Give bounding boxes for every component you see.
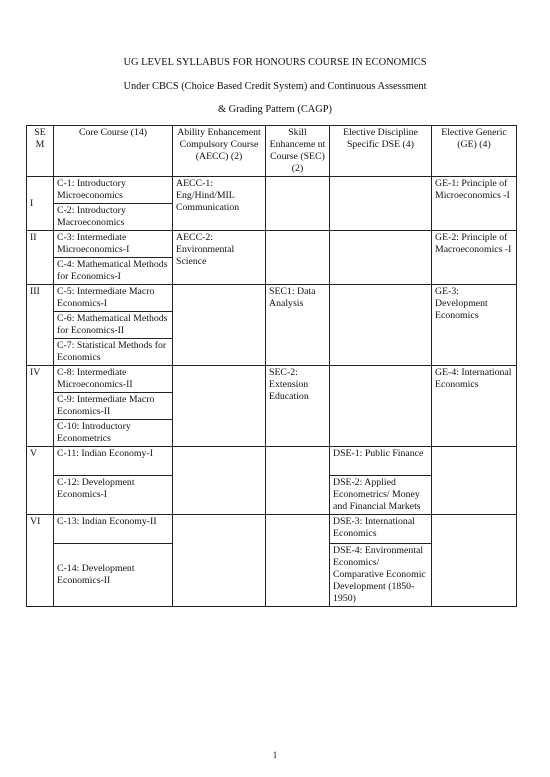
- sec-cell: [266, 177, 330, 231]
- table-row: [27, 515, 517, 544]
- sem-label: VI: [27, 515, 54, 607]
- core-course: C-7: Statistical Methods for Economics: [54, 339, 173, 366]
- core-course: C-12: Development Economics-I: [54, 476, 173, 515]
- core-course: C-5: Intermediate Macro Economics-I: [54, 285, 173, 312]
- aecc-cell: [173, 366, 266, 447]
- core-course: C-8: Intermediate Microeconomics-II: [54, 366, 173, 393]
- table-row: [27, 285, 517, 312]
- ge-course: GE-1: Principle of Microeconomics -I: [432, 177, 517, 231]
- core-course: C-4: Mathematical Methods for Economics-I: [54, 258, 173, 285]
- aecc-course: AECC-1: Eng/Hind/MIL Communication: [173, 177, 266, 231]
- core-course: C-1: Introductory Microeconomics: [54, 177, 173, 204]
- sem-label: I: [27, 177, 54, 231]
- core-course: C-10: Introductory Econometrics: [54, 420, 173, 447]
- aecc-cell: [173, 447, 266, 515]
- core-course: C-14: Development Economics-II: [54, 544, 173, 607]
- sec-course: SEC-2: Extension Education: [266, 366, 330, 447]
- sec-cell: [266, 447, 330, 515]
- table-row: [27, 447, 517, 476]
- header-core: Core Course (14): [54, 126, 173, 177]
- header-dse: Elective Discipline Specific DSE (4): [330, 126, 432, 177]
- ge-course: GE-4: International Economics: [432, 366, 517, 447]
- ge-cell: [432, 515, 517, 607]
- ge-course: GE-3: Development Economics: [432, 285, 517, 366]
- sec-cell: [266, 231, 330, 285]
- core-course: C-3: Intermediate Microeconomics-I: [54, 231, 173, 258]
- sem-label: V: [27, 447, 54, 515]
- header-aecc: Ability Enhancement Compulsory Course (AECC) (2): [173, 126, 266, 177]
- page-number: 1: [272, 750, 278, 760]
- dse-course: DSE-3: International Economics: [330, 515, 432, 544]
- sec-course: SEC1: Data Analysis: [266, 285, 330, 366]
- table-row: [27, 231, 517, 258]
- sem-label: IV: [27, 366, 54, 447]
- dse-cell: [330, 366, 432, 447]
- header-row: [27, 126, 517, 177]
- dse-cell: [330, 285, 432, 366]
- header-sem: SE M: [27, 126, 54, 177]
- sec-cell: [266, 515, 330, 607]
- dse-cell: [330, 231, 432, 285]
- dse-course: DSE-1: Public Finance: [330, 447, 432, 476]
- dse-course: DSE-4: Environmental Economics/ Comparative Economic Development (1850-1950): [330, 544, 432, 607]
- document-subtitle-line1: Under CBCS (Choice Based Credit System) and Continuous Assessment: [123, 81, 427, 92]
- ge-cell: [432, 447, 517, 515]
- ge-course: GE-2: Principle of Macroeconomics -I: [432, 231, 517, 285]
- aecc-course: AECC-2: Environmental Science: [173, 231, 266, 285]
- core-course: C-13: Indian Economy-II: [54, 515, 173, 544]
- dse-cell: [330, 177, 432, 231]
- header-ge: Elective Generic (GE) (4): [432, 126, 517, 177]
- document-subtitle-line2: & Grading Pattern (CAGP): [218, 104, 332, 115]
- aecc-cell: [173, 515, 266, 607]
- core-course: C-2: Introductory Macroeconomics: [54, 204, 173, 231]
- header-sec: Skill Enhanceme nt Course (SEC) (2): [266, 126, 330, 177]
- core-course: C-9: Intermediate Macro Economics-II: [54, 393, 173, 420]
- table-row: [27, 177, 517, 204]
- syllabus-table: [26, 125, 517, 607]
- core-course: C-11: Indian Economy-I: [54, 447, 173, 476]
- sem-label: III: [27, 285, 54, 366]
- sem-label: II: [27, 231, 54, 285]
- dse-course: DSE-2: Applied Econometrics/ Money and Financial Markets: [330, 476, 432, 515]
- document-title: UG LEVEL SYLLABUS FOR HONOURS COURSE IN ECONOMICS: [123, 57, 427, 68]
- aecc-cell: [173, 285, 266, 366]
- core-course: C-6: Mathematical Methods for Economics-II: [54, 312, 173, 339]
- table-row: [27, 366, 517, 393]
